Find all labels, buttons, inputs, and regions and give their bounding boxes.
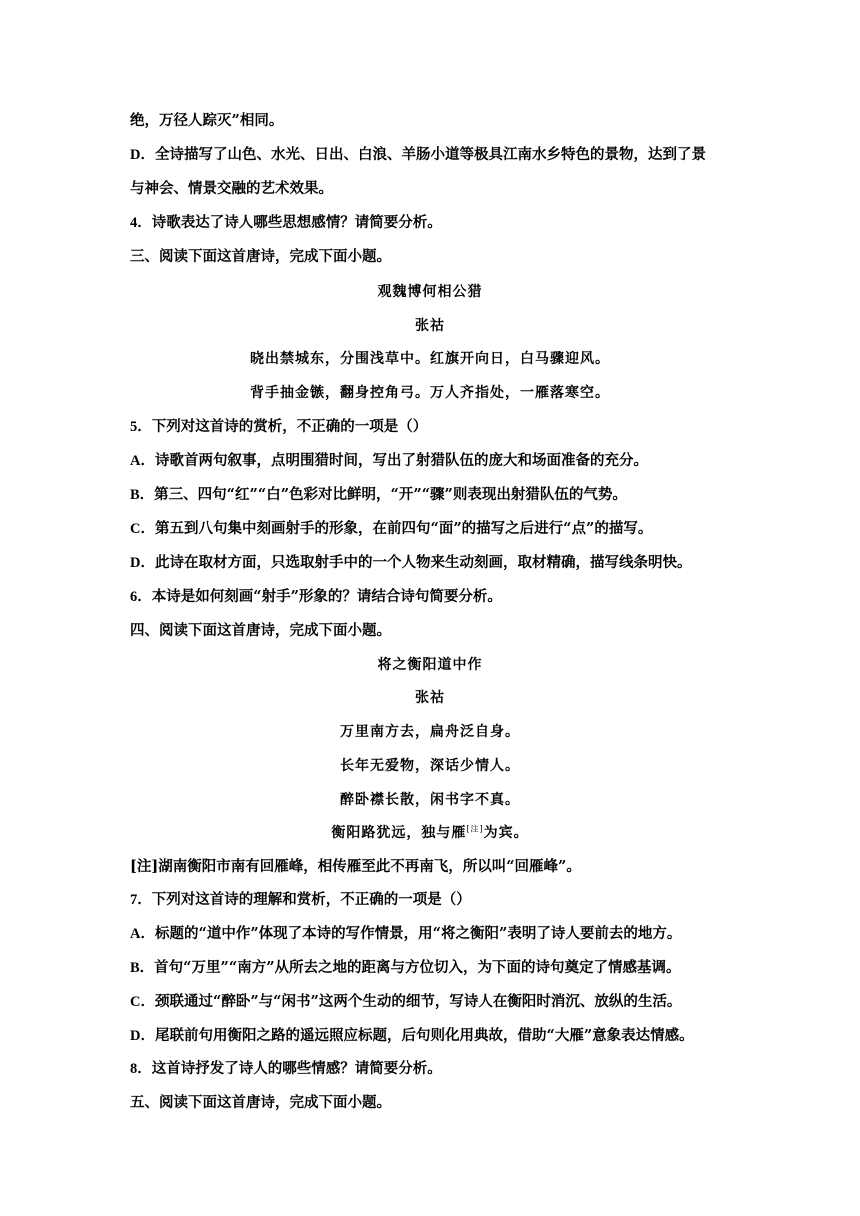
poem-line bbox=[0, 349, 860, 369]
option-label: A． bbox=[130, 453, 155, 469]
poem-author-text: 张祜 bbox=[415, 318, 445, 334]
section-heading-text: 五、阅读下面这首唐诗，完成下面小题。 bbox=[130, 1094, 391, 1111]
option-line bbox=[130, 553, 740, 573]
option-line bbox=[130, 451, 740, 471]
poem-line bbox=[0, 756, 860, 776]
option-line bbox=[130, 1026, 740, 1046]
poem-title bbox=[0, 282, 860, 302]
question-line bbox=[130, 587, 740, 607]
option-line bbox=[130, 145, 740, 165]
question-number: 4． bbox=[130, 215, 152, 231]
poem-author bbox=[0, 688, 860, 708]
option-label: C． bbox=[130, 521, 155, 537]
option-label: D． bbox=[130, 1028, 155, 1044]
option-label: B． bbox=[130, 487, 155, 503]
poem-author bbox=[0, 316, 860, 336]
line-text: 绝，万径人踪灭”相同。 bbox=[130, 112, 284, 129]
line-text: 与神会、情景交融的艺术效果。 bbox=[130, 180, 333, 197]
question-line bbox=[130, 1059, 740, 1079]
question-number: 7． bbox=[130, 892, 152, 908]
poem-title bbox=[0, 655, 860, 675]
poem-line bbox=[0, 722, 860, 742]
question-number: 5． bbox=[130, 419, 152, 435]
option-text: 全诗描写了山色、水光、日出、白浪、羊肠小道等极具江南水乡特色的景物，达到了景 bbox=[154, 146, 706, 163]
option-line bbox=[130, 924, 740, 944]
poem-line-text: 长年无爱物，深话少情人。 bbox=[340, 758, 520, 774]
poem-line bbox=[0, 823, 860, 843]
question-text: 下列对这首诗的理解和赏析，不正确的一项是（） bbox=[151, 891, 471, 908]
section-heading-text: 四、阅读下面这首唐诗，完成下面小题。 bbox=[130, 622, 391, 639]
poem-title-text: 将之衡阳道中作 bbox=[377, 657, 483, 673]
option-text: 第五到八句集中刻画射手的形象，在前四句“面”的描写之后进行“点”的描写。 bbox=[154, 520, 653, 537]
option-text: 第三、四句“红”“白”色彩对比鲜明，“开”“骤”则表现出射猎队伍的气势。 bbox=[154, 486, 627, 503]
text-line bbox=[130, 179, 740, 199]
option-text: 此诗在取材方面，只选取射手中的一个人物来生动刻画，取材精确，描写线条明快。 bbox=[154, 554, 692, 571]
poem-line-text-end: 为宾。 bbox=[483, 825, 529, 841]
option-text: 首句“万里”“南方”从所去之地的距离与方位切入，为下面的诗句奠定了情感基调。 bbox=[154, 959, 681, 976]
poem-line-text: 衡阳路犹远，独与雁 bbox=[331, 825, 467, 841]
poem-line-text: 醉卧襟长散，闲书字不真。 bbox=[340, 792, 520, 808]
option-line bbox=[130, 992, 740, 1012]
question-text: 本诗是如何刻画“射手”形象的？请结合诗句简要分析。 bbox=[151, 588, 502, 605]
poem-line bbox=[0, 383, 860, 403]
question-line bbox=[130, 890, 740, 910]
poem-author-text: 张祜 bbox=[415, 690, 445, 706]
option-label: D． bbox=[130, 555, 155, 571]
footnote-text: [注]湖南衡阳市南有回雁峰，相传雁至此不再南飞，所以叫“回雁峰”。 bbox=[130, 858, 581, 875]
section-heading bbox=[130, 1093, 740, 1113]
text-line bbox=[130, 111, 740, 131]
option-text: 标题的“道中作”体现了本诗的写作情景，用“将之衡阳”表明了诗人要前去的地方。 bbox=[154, 925, 682, 942]
poem-line-text: 晓出禁城东，分围浅草中。红旗开向日，白马骤迎风。 bbox=[250, 351, 610, 367]
section-heading bbox=[130, 247, 740, 267]
option-line bbox=[130, 958, 740, 978]
option-text: 尾联前句用衡阳之路的遥远照应标题，后句则化用典故，借助“大雁”意象表达情感。 bbox=[154, 1027, 694, 1044]
poem-title-text: 观魏博何相公猎 bbox=[377, 284, 483, 300]
option-line bbox=[130, 485, 740, 505]
question-line bbox=[130, 213, 740, 233]
section-heading-text: 三、阅读下面这首唐诗，完成下面小题。 bbox=[130, 248, 391, 265]
question-text: 诗歌表达了诗人哪些思想感情？请简要分析。 bbox=[151, 214, 442, 231]
option-label: B． bbox=[130, 960, 155, 976]
question-line bbox=[130, 417, 740, 437]
question-number: 8． bbox=[130, 1061, 152, 1077]
poem-line-text: 万里南方去，扁舟泛自身。 bbox=[340, 724, 520, 740]
section-heading bbox=[130, 621, 740, 641]
question-text: 下列对这首诗的赏析，不正确的一项是（） bbox=[151, 418, 428, 435]
poem-line bbox=[0, 790, 860, 810]
poem-line-text: 背手抽金镞，翻身控角弓。万人齐指处，一雁落寒空。 bbox=[250, 385, 610, 401]
option-label: A． bbox=[130, 926, 155, 942]
option-text: 颈联通过“醉卧”与“闲书”这两个生动的细节，写诗人在衡阳时消沉、放纵的生活。 bbox=[154, 993, 682, 1010]
note-marker: [注] bbox=[466, 824, 484, 834]
question-number: 6． bbox=[130, 589, 152, 605]
question-text: 这首诗抒发了诗人的哪些情感？请简要分析。 bbox=[151, 1060, 442, 1077]
footnote bbox=[130, 857, 740, 877]
option-label: C． bbox=[130, 994, 155, 1010]
option-label: D． bbox=[130, 147, 155, 163]
option-text: 诗歌首两句叙事，点明围猎时间，写出了射猎队伍的庞大和场面准备的充分。 bbox=[154, 452, 648, 469]
option-line bbox=[130, 519, 740, 539]
